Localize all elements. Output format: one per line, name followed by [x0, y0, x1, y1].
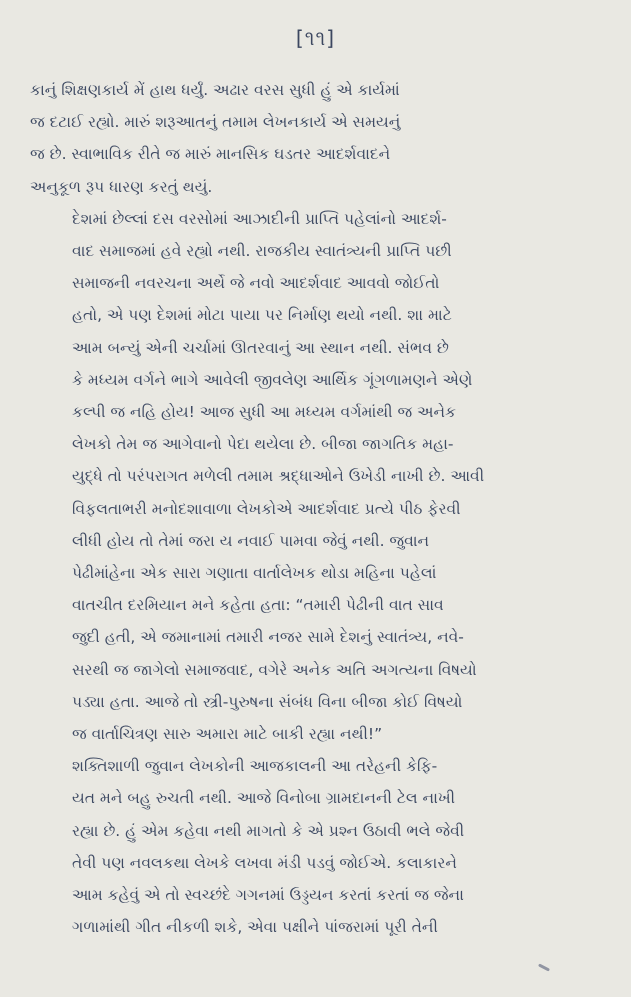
text-line: સરથી જ જાગેલો સમાજવાદ, વગેરે અનેક અતિ અગત્યના વિષયો: [72, 660, 477, 679]
text-line: જુદી હતી, એ જમાનામાં તમારી નજર સામે દેશનું સ્વાતંત્ર્ય, નવે-: [72, 628, 464, 647]
text-line: પેઢીમાંહેના એક સારા ગણાતા વાર્તાલેખક થોડા મહિના પહેલાં: [72, 564, 437, 583]
text-line: જ છે. સ્વાભાવિક રીતે જ મારું માનસિક ઘડતર આદર્શવાદને: [30, 145, 391, 164]
text-line: તેવી પણ નવલકથા લેખકે લખવા મંડી પડવું જોઈએ. કલાકારને: [72, 853, 457, 872]
text-line: જ દટાઈ રહ્યો. મારું શરૂઆતનું તમામ લેખનકાર્ય એ સમયનું: [30, 113, 401, 132]
text-line: કે મધ્યમ વર્ગને ભાગે આવેલી જીવલેણ આર્થિક ગૂંગળામણને એણે: [72, 370, 473, 389]
text-line: ગળામાંથી ગીત નીકળી શકે, એવા પક્ષીને પાંજરામાં પૂરી તેની: [72, 918, 438, 937]
text-line: યુદ્ધે તો પરંપરાગત મળેલી તમામ શ્રદ્ધાઓને ઉખેડી નાખી છે. આવી: [72, 467, 485, 486]
text-line: સમાજની નવરચના અર્થે જે નવો આદર્શવાદ આવવો જોઈતો: [72, 274, 440, 293]
text-line: લેખકો તેમ જ આગેવાનો પેદા થયેલા છે. બીજા જાગતિક મહા-: [72, 435, 454, 454]
text-line: વિફલતાભરી મનોદશાવાળા લેખકોએ આદર્શવાદ પ્રત્યે પીઠ ફેરવી: [72, 499, 461, 518]
text-line: આમ બન્યું એની ચર્ચામાં ઊતરવાનું આ સ્થાન નથી. સંભવ છે: [72, 338, 449, 357]
paragraph-1: [30, 74, 600, 203]
text-line: જ વાર્તાચિત્રણ સારુ અમારા માટે બાકી રહ્યા નથી!”: [72, 725, 383, 744]
text-line: શક્તિશાળી જુવાન લેખકોની આજકાલની આ તરેહની કેફિ-: [72, 757, 438, 776]
paragraph-2: [30, 203, 600, 750]
text-line: દેશમાં છેલ્લાં દસ વરસોમાં આઝાદીની પ્રાપ્તિ પહેલાંનો આદર્શ-: [72, 209, 447, 228]
text-line: રહ્યા છે. હું એમ કહેવા નથી માગતો કે એ પ્રશ્ન ઉઠાવી ભલે જેવી: [72, 821, 465, 840]
text-line: આમ કહેવું એ તો સ્વચ્છંદે ગગનમાં ઉડ્ડયન કરતાં કરતાં જ જેના: [72, 886, 464, 905]
text-line: લીધી હોય તો તેમાં જરા ય નવાઈ પામવા જેવું નથી. જુવાન: [72, 531, 430, 550]
text-line: અનુકૂળ રૂપ ધારણ કરતું થયું.: [30, 177, 213, 196]
text-line: વાતચીત દરમિયાન મને કહેતા હતા: “તમારી પેઢીની વાત સાવ: [72, 596, 444, 615]
page-number: [૧૧]: [295, 26, 336, 50]
text-line: યત મને બહુ રુચતી નથી. આજે વિનોબા ગ્રામદાનની ટેલ નાખી: [72, 789, 456, 808]
text-line: પડ્યા હતા. આજે તો સ્ત્રી-પુરુષના સંબંધ વિના બીજા કોઈ વિષયો: [72, 692, 463, 711]
text-line: કલ્પી જ નહિ હોય! આજ સુધી આ મધ્યમ વર્ગમાંથી જ અનેક: [72, 403, 456, 422]
text-line: કાનું શિક્ષણકાર્ય મેં હાથ ધર્યું. અઢાર વરસ સુધી હું એ કાર્યમાં: [30, 81, 400, 99]
text-line: વાદ સમાજમાં હવે રહ્યો નથી. રાજકીય સ્વાતંત્ર્યની પ્રાપ્તિ પછી: [72, 242, 452, 261]
text-line: હતો, એ પણ દેશમાં મોટા પાયા પર નિર્માણ થયો નથી. શા માટે: [72, 306, 452, 325]
body-text: [30, 74, 600, 943]
ink-smudge: [538, 963, 550, 971]
paragraph-3: [30, 750, 600, 943]
